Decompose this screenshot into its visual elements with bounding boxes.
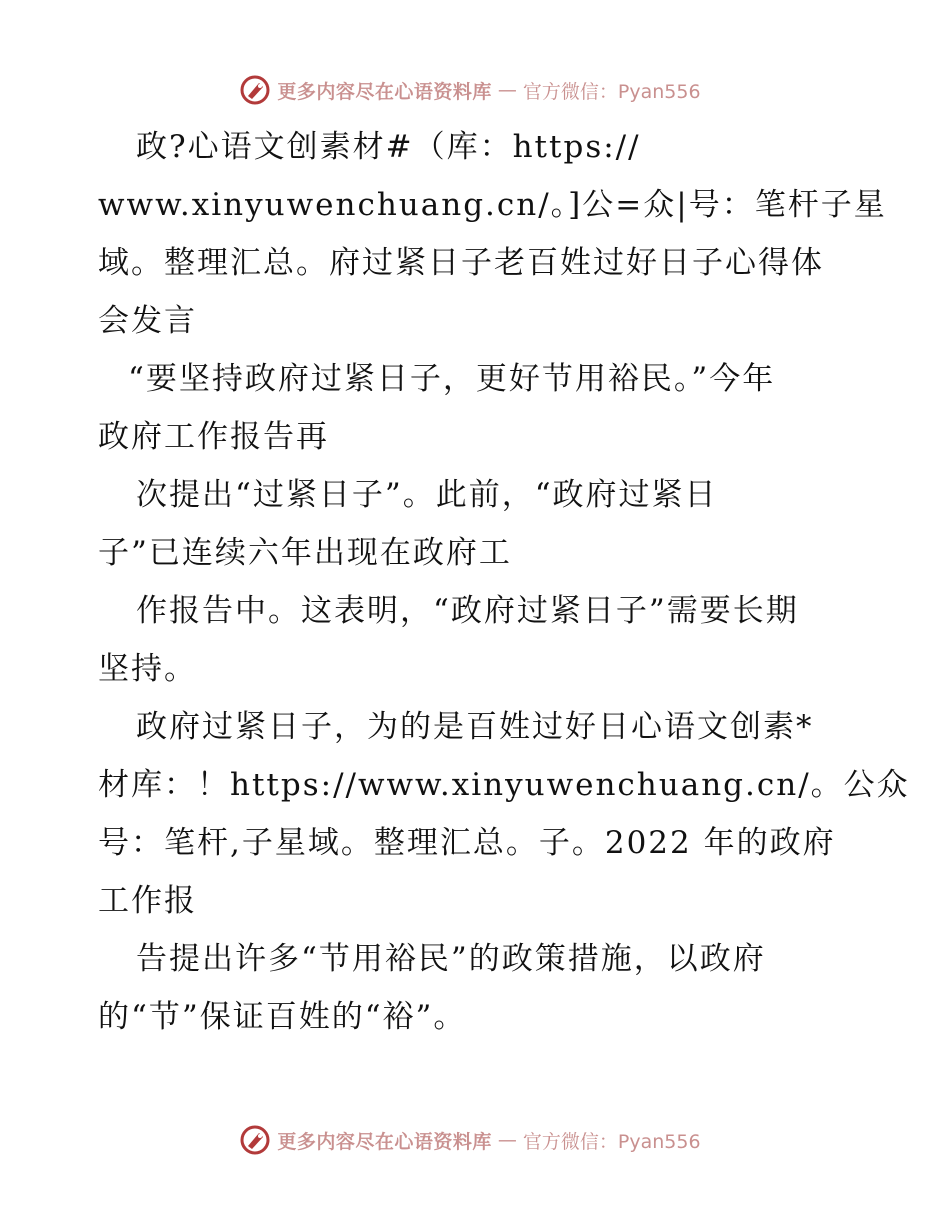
body-line-6: 政府工作报告再 [98, 419, 329, 455]
body-line-13: 号：笔杆,子星域。整理汇总。子。2022 年的政府 [98, 825, 836, 861]
body-line-5: “要坚持政府过紧日子，更好节用裕民。”今年 [128, 361, 776, 397]
footer-banner-wechat: 官方微信：Pyan556 [522, 1130, 701, 1153]
footer-banner [0, 1120, 950, 1160]
body-line-14: 工作报 [98, 883, 197, 919]
body-line-1: 政?心语文创素材#（库：https:// [136, 129, 641, 165]
body-line-11: 政府过紧日子，为的是百姓过好日心语文创素* [136, 709, 814, 745]
body-line-9: 作报告中。这表明，“政府过紧日子”需要长期 [136, 593, 799, 629]
body-line-8: 子”已连续六年出现在政府工 [98, 535, 512, 571]
body-line-2: www.xinyuwenchuang.cn/。]公=众|号：笔杆子星 [98, 187, 887, 223]
header-banner-separator: — [497, 79, 517, 101]
document-body [98, 118, 910, 1046]
body-line-15: 告提出许多“节用裕民”的政策措施，以政府 [136, 941, 766, 977]
header-banner [0, 70, 950, 110]
body-line-12: 材库：！https://www.xinyuwenchuang.cn/。公众 [98, 767, 910, 803]
header-banner-text: 更多内容尽在心语资料库 [277, 80, 492, 103]
footer-banner-inner [239, 1124, 700, 1156]
footer-banner-text: 更多内容尽在心语资料库 [277, 1130, 492, 1153]
body-line-10: 坚持。 [98, 651, 197, 687]
body-line-3: 域。整理汇总。府过紧日子老百姓过好日子心得体 [98, 245, 824, 281]
body-line-4: 会发言 [98, 303, 197, 339]
pen-nib-circle-icon [239, 1124, 271, 1156]
pen-nib-circle-icon [239, 74, 271, 106]
body-line-16: 的“节”保证百姓的“裕”。 [98, 999, 467, 1035]
header-banner-wechat: 官方微信：Pyan556 [522, 80, 701, 103]
header-banner-inner [239, 74, 700, 106]
body-line-7: 次提出“过紧日子”。此前，“政府过紧日 [136, 477, 718, 513]
footer-banner-separator: — [497, 1129, 517, 1151]
